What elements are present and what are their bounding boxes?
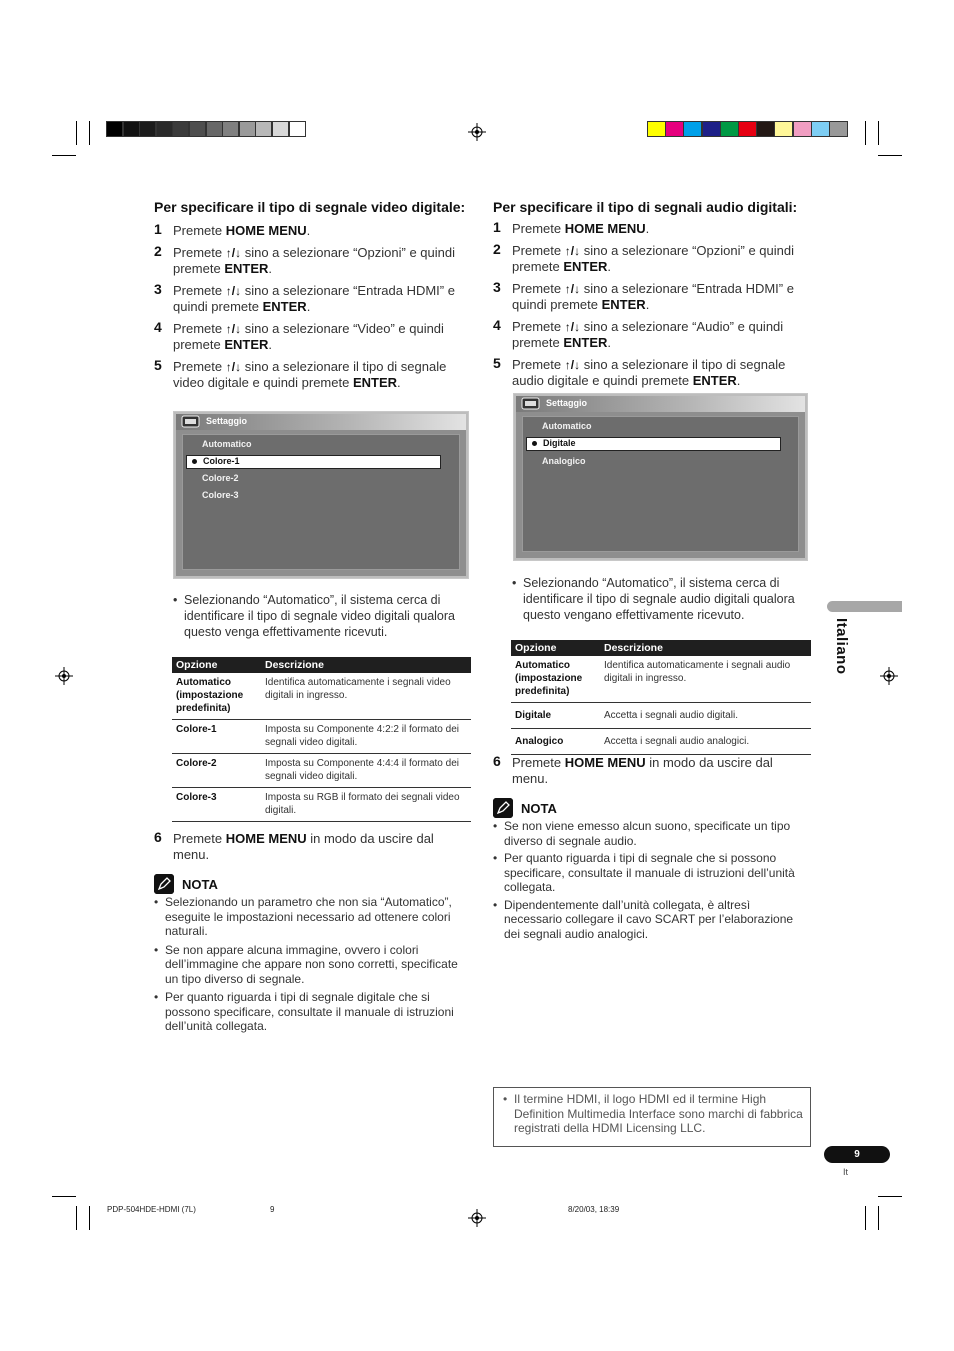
step-item: 2 Premete ↑/↓ sino a selezionare “Opzioni” e quindi premete ENTER. <box>154 243 455 276</box>
color-swatch <box>811 121 830 137</box>
info-bullet: • Selezionando “Automatico”, il sistema cerca di identificare il tipo di segnale audio digitali qualora questo vengano effettivamente ricevuto. <box>512 575 812 623</box>
screen-title-bar <box>176 414 466 430</box>
section-heading-audio: Per specificare il tipo di segnali audio digitali: <box>493 199 798 215</box>
step-item: 3 Premete ↑/↓ sino a selezionare “Entrada HDMI” e quindi premete ENTER. <box>493 279 794 312</box>
audio-options-table <box>511 640 811 755</box>
nota-label: NOTA <box>521 800 557 816</box>
table-row: Analogico Accetta i segnali audio analogici. <box>511 729 811 755</box>
footer-page: 9 <box>270 1205 275 1214</box>
gray-swatch <box>272 121 289 137</box>
screen-menu-panel <box>182 434 460 570</box>
left-notes <box>154 895 470 1036</box>
step-item: 5 Premete ↑/↓ sino a selezionare il tipo di segnale video digitale e quindi premete ENTER. <box>154 357 447 390</box>
step-item: 4 Premete ↑/↓ sino a selezionare “Audio” e quindi premete ENTER. <box>493 317 784 350</box>
table-row: Colore-1 Imposta su Componente 4:2:2 il formato dei segnali video digitali. <box>172 720 471 754</box>
gray-swatch <box>156 121 173 137</box>
pencil-note-icon <box>493 798 513 818</box>
table-row: Automatico (impostazione predefinita) Identifica automaticamente i segnali audio digitali in ingresso. <box>511 656 811 703</box>
note-item: • Selezionando un parametro che non sia “Automatico”, eseguite le impostazioni necessario ad ottenere colori naturali. <box>154 895 470 939</box>
gray-swatch <box>123 121 140 137</box>
up-down-arrows-icon: ↑/↓ <box>564 244 581 258</box>
menu-option[interactable]: Colore-3 <box>202 490 239 500</box>
up-down-arrows-icon: ↑/↓ <box>225 360 242 374</box>
nota-header-right <box>493 798 557 818</box>
registration-mark-icon <box>468 123 486 141</box>
gray-swatch <box>206 121 223 137</box>
screen-menu-panel <box>522 416 799 552</box>
step-item: 6 Premete HOME MENU in modo da uscire dal menu. <box>154 829 434 862</box>
step-item: 1 Premete HOME MENU. <box>493 219 650 236</box>
step-item: 4 Premete ↑/↓ sino a selezionare “Video” e quindi premete ENTER. <box>154 319 444 352</box>
color-swatch <box>647 121 666 137</box>
table-row: Automatico (impostazione predefinita) Identifica automaticamente i segnali video digitali in ingresso. <box>172 673 471 720</box>
step-item: 1 Premete HOME MENU. <box>154 221 311 238</box>
language-tab <box>827 601 902 612</box>
settings-screen-audio <box>513 393 808 561</box>
registration-mark-icon <box>55 667 73 685</box>
menu-option-selected[interactable]: Colore-1 <box>186 455 441 469</box>
menu-option[interactable]: Analogico <box>542 456 586 466</box>
color-swatch <box>738 121 757 137</box>
language-label: Italiano <box>833 618 850 675</box>
color-swatch <box>793 121 812 137</box>
screen-title-bar <box>516 396 805 412</box>
up-down-arrows-icon: ↑/↓ <box>225 246 242 260</box>
note-item: • Se non viene emesso alcun suono, specificate un tipo diverso di segnale audio. <box>493 819 811 848</box>
right-column <box>493 199 811 395</box>
menu-option[interactable]: Automatico <box>202 439 252 449</box>
color-swatch <box>774 121 793 137</box>
language-code: It <box>843 1167 849 1177</box>
table-header: Descrizione <box>600 640 811 656</box>
screen-title: Settaggio <box>546 398 588 408</box>
up-down-arrows-icon: ↑/↓ <box>225 322 242 336</box>
gray-swatch <box>239 121 256 137</box>
nota-label: NOTA <box>182 876 218 892</box>
selected-dot-icon <box>192 459 197 464</box>
left-steps-list <box>154 223 472 391</box>
note-item: • Dipendentemente dall’unità collegata, è altresì necessario collegare il cavo SCART per l’elaborazione dei segnali audio analogici. <box>493 898 811 942</box>
settings-tools-icon <box>180 412 202 430</box>
step-item: 6 Premete HOME MENU in modo da uscire dal menu. <box>493 753 773 786</box>
registration-mark-icon <box>880 667 898 685</box>
gray-swatch <box>189 121 206 137</box>
right-bullet-block <box>512 575 812 625</box>
info-bullet: • Selezionando “Automatico”, il sistema cerca di identificare il tipo di segnale video digitali qualora questo venga effettivamente ricevuti. <box>173 592 469 640</box>
trademark-text: • Il termine HDMI, il logo HDMI ed il termine High Definition Multimedia Interface sono marchi di fabbrica registrati della HDMI Licensing LLC. <box>503 1092 804 1136</box>
gray-swatch <box>106 121 123 137</box>
color-swatch <box>720 121 739 137</box>
table-header: Opzione <box>511 640 600 656</box>
color-swatch <box>756 121 775 137</box>
table-row: Colore-2 Imposta su Componente 4:4:4 il formato dei segnali video digitali. <box>172 754 471 788</box>
selected-dot-icon <box>532 441 537 446</box>
note-item: • Se non appare alcuna immagine, ovvero i colori dell’immagine che appare non sono corretti, specificate un tipo diverso di segnale. <box>154 943 470 987</box>
up-down-arrows-icon: ↑/↓ <box>564 358 581 372</box>
menu-option[interactable]: Automatico <box>542 421 592 431</box>
table-row: Digitale Accetta i segnali audio digitali. <box>511 703 811 729</box>
pencil-note-icon <box>154 874 174 894</box>
note-item: • Per quanto riguarda i tipi di segnale che si possono specificare, consultate il manuale di istruzioni dell’unità collegata. <box>493 851 811 895</box>
gray-swatch <box>172 121 189 137</box>
right-notes <box>493 819 811 943</box>
gray-swatch <box>255 121 272 137</box>
gray-swatch <box>222 121 239 137</box>
color-swatch <box>702 121 721 137</box>
table-row: Colore-3 Imposta su RGB il formato dei segnali video digitali. <box>172 788 471 822</box>
table-header: Descrizione <box>261 657 471 673</box>
table-header: Opzione <box>172 657 261 673</box>
registration-mark-icon <box>468 1209 486 1227</box>
footer-file: PDP-504HDE-HDMI (7L) <box>107 1205 196 1214</box>
screen-title: Settaggio <box>206 416 248 426</box>
section-heading-video: Per specificare il tipo di segnale video digitale: <box>154 199 466 215</box>
gray-swatch <box>139 121 156 137</box>
color-swatch <box>829 121 848 137</box>
note-item: • Per quanto riguarda i tipi di segnale digitale che si possono specificare, consultate il manuale di istruzioni dell’unità collegata. <box>154 990 470 1034</box>
menu-option[interactable]: Colore-2 <box>202 473 239 483</box>
nota-header-left <box>154 874 218 894</box>
page-number: 9 <box>824 1146 890 1163</box>
up-down-arrows-icon: ↑/↓ <box>564 282 581 296</box>
right-step6-block <box>493 755 811 793</box>
menu-option-selected[interactable]: Digitale <box>526 437 781 451</box>
color-swatch <box>665 121 684 137</box>
left-column <box>154 199 472 397</box>
color-swatch <box>683 121 702 137</box>
step-item: 3 Premete ↑/↓ sino a selezionare “Entrada HDMI” e quindi premete ENTER. <box>154 281 455 314</box>
gray-swatch <box>289 121 306 137</box>
trademark-box <box>493 1087 811 1147</box>
up-down-arrows-icon: ↑/↓ <box>564 320 581 334</box>
up-down-arrows-icon: ↑/↓ <box>225 284 242 298</box>
step-item: 5 Premete ↑/↓ sino a selezionare il tipo di segnale audio digitale e quindi premete ENTER. <box>493 355 786 388</box>
left-bullet-block <box>173 592 469 642</box>
settings-tools-icon <box>520 394 542 412</box>
left-step6-block <box>154 831 472 869</box>
right-steps-list <box>493 221 811 389</box>
step-item: 2 Premete ↑/↓ sino a selezionare “Opzioni” e quindi premete ENTER. <box>493 241 794 274</box>
settings-screen-video <box>173 411 469 579</box>
video-options-table <box>172 657 471 822</box>
footer-date: 8/20/03, 18:39 <box>568 1205 620 1214</box>
